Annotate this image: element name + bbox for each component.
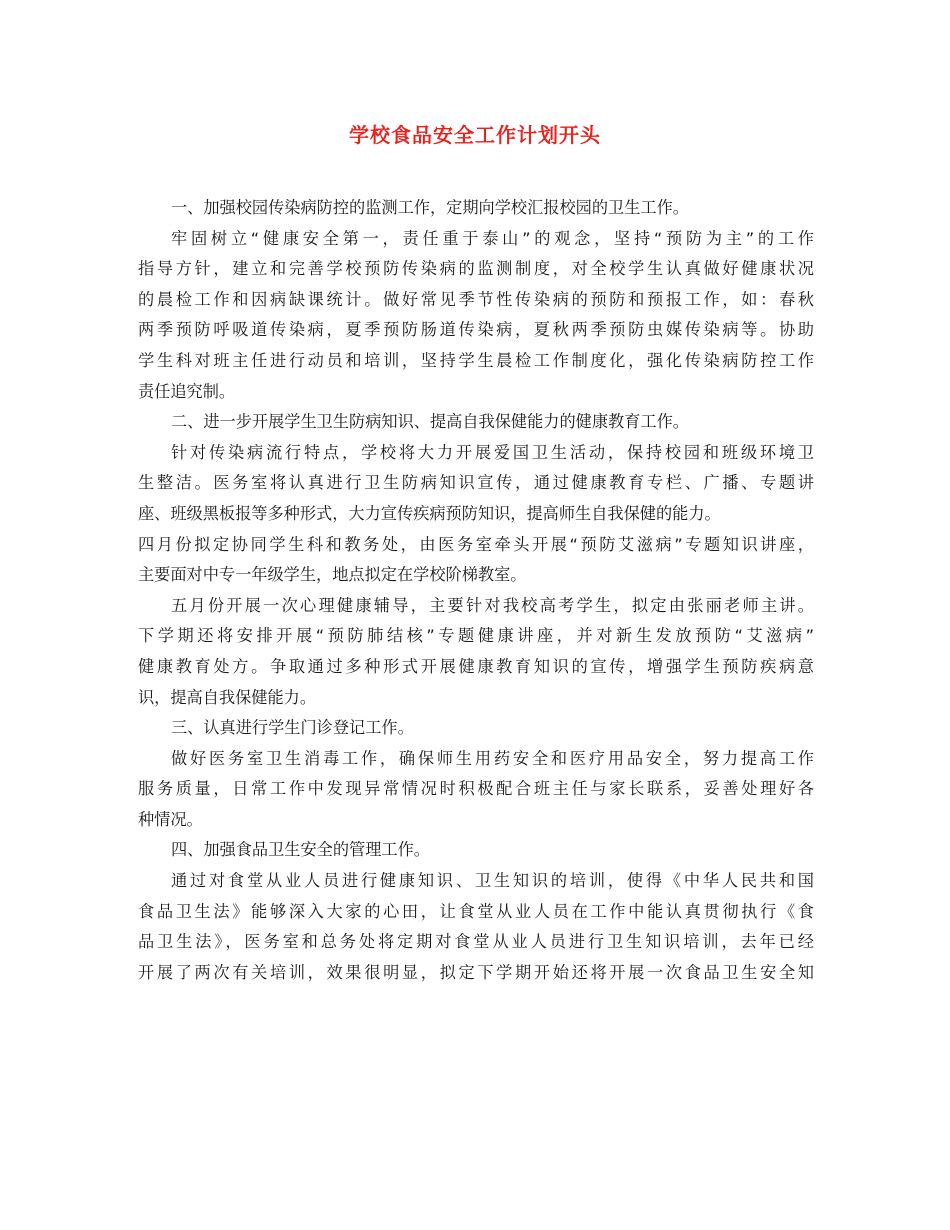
text-line: 做好医务室卫生消毒工作，确保师生用药安全和医疗用品安全，努力提高工作 [171,748,814,768]
text-line: 开展了两次有关培训，效果很明显，拟定下学期开始还将开展一次食品卫生安全知 [138,962,814,982]
document-body [138,193,814,988]
text-line: 牢固树立“健康安全第一，责任重于泰山”的观念，坚持“预防为主”的工作 [171,228,814,248]
text-line: 三、认真进行学生门诊登记工作。 [171,718,414,738]
text-line: 四、加强食品卫生安全的管理工作。 [171,840,430,860]
text-line: 种情况。 [138,809,203,829]
text-line: 健康教育处方。争取通过多种形式开展健康教育知识的宣传，增强学生预防疾病意 [138,656,814,676]
text-line: 两季预防呼吸道传染病，夏季预防肠道传染病，夏秋两季预防虫媒传染病等。协助 [138,320,814,340]
text-line: 二、进一步开展学生卫生防病知识、提高自我保健能力的健康教育工作。 [171,412,689,432]
text-line: 下学期还将安排开展“预防肺结核”专题健康讲座，并对新生发放预防“艾滋病” [138,626,814,646]
text-line: 座、班级黑板报等多种形式，大力宣传疾病预防知识，提高师生自我保健的能力。 [138,503,721,523]
text-line: 服务质量，日常工作中发现异常情况时积极配合班主任与家长联系，妥善处理好各 [138,779,814,799]
text-line: 品卫生法》，医务室和总务处将定期对食堂从业人员进行卫生知识培训，去年已经 [138,932,814,952]
text-line: 主要面对中专一年级学生，地点拟定在学校阶梯教室。 [138,565,527,585]
text-line: 五月份开展一次心理健康辅导，主要针对我校高考学生，拟定由张丽老师主讲。 [171,595,814,615]
document-title: 学校食品安全工作计划开头 [349,123,601,147]
text-line: 生整洁。医务室将认真进行卫生防病知识宣传，通过健康教育专栏、广播、专题讲 [138,473,814,493]
text-line: 的晨检工作和因病缺课统计。做好常见季节性传染病的预防和预报工作，如：春秋 [138,289,814,309]
text-line: 指导方针，建立和完善学校预防传染病的监测制度，对全校学生认真做好健康状况 [138,259,814,279]
text-line: 学生科对班主任进行动员和培训，坚持学生晨检工作制度化，强化传染病防控工作 [138,350,814,370]
text-line: 责任追究制。 [138,381,236,401]
text-line: 一、加强校园传染病防控的监测工作，定期向学校汇报校园的卫生工作。 [171,198,689,217]
text-line: 食品卫生法》能够深入大家的心田，让食堂从业人员在工作中能认真贯彻执行《食 [138,901,814,921]
text-line: 四月份拟定协同学生科和教务处，由医务室牵头开展“预防艾滋病”专题知识讲座， [138,534,814,554]
text-line: 识，提高自我保健能力。 [138,687,317,707]
text-line: 通过对食堂从业人员进行健康知识、卫生知识的培训，使得《中华人民共和国 [171,871,814,891]
text-line: 针对传染病流行特点，学校将大力开展爱国卫生活动，保持校园和班级环境卫 [171,442,814,462]
